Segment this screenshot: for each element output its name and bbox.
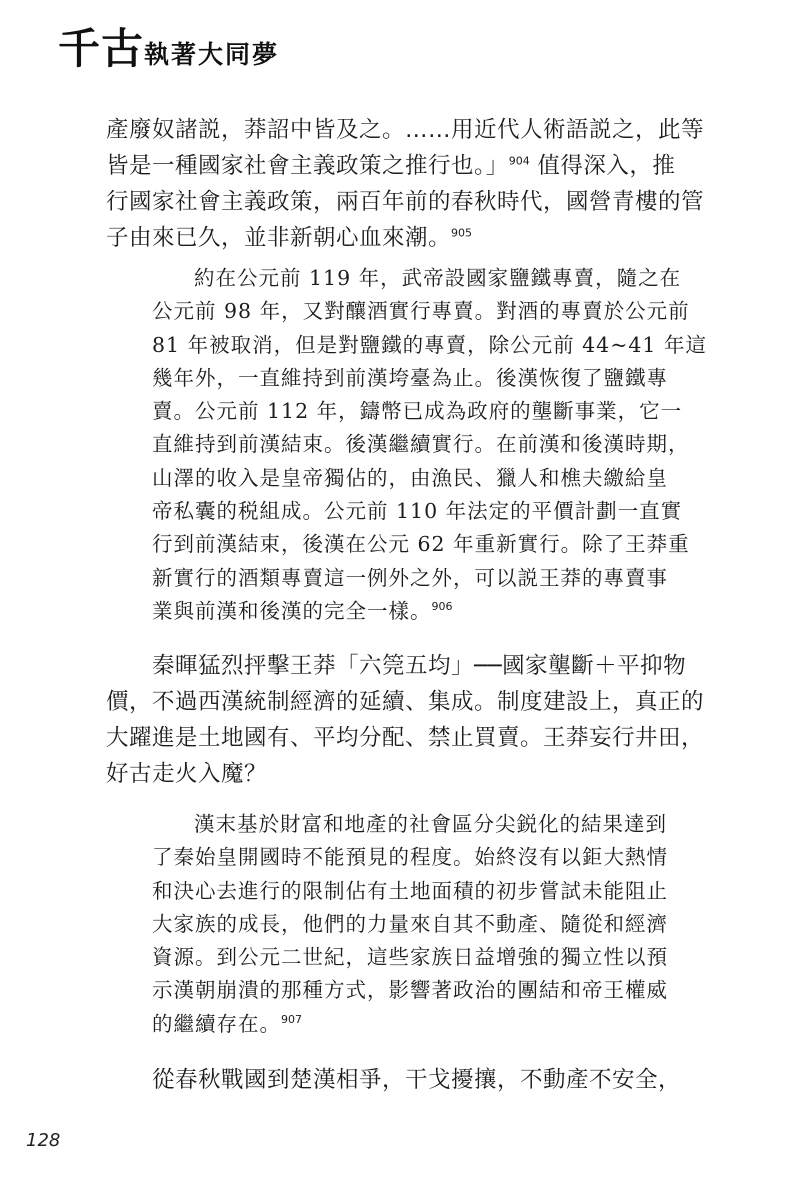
body-paragraph-2 bbox=[106, 648, 705, 792]
text-line: 大家族的成長，他們的力量來自其不動產、隨從和經濟 bbox=[152, 911, 668, 936]
text-line: 大躍進是土地國有、平均分配、禁止買賣。王莽妄行井田， bbox=[106, 725, 705, 751]
text-line bbox=[106, 1062, 686, 1098]
text-line: 產廢奴諸説，莽詔中皆及之。……用近代人術語説之，此等 bbox=[106, 117, 705, 143]
text-line: 行國家社會主義政策，兩百年前的春秋時代，國營青樓的管 bbox=[106, 189, 705, 215]
footnote-marker: 905 bbox=[451, 226, 473, 240]
header-title-small: 執著大同夢 bbox=[144, 40, 280, 69]
text-line: 新實行的酒類專賣這一例外之外，可以説王莽的專賣事 bbox=[152, 565, 668, 590]
text-line bbox=[152, 1008, 674, 1041]
block-quote-1 bbox=[152, 262, 707, 628]
text-segment: 的繼續存在。 bbox=[152, 1011, 281, 1036]
text-segment: 漢末基於財富和地產的社會區分尖鋭化的結果達到 bbox=[194, 812, 667, 836]
text-line: 81 年被取消，但是對鹽鐵的專賣，除公元前 44~41 年這 bbox=[152, 332, 707, 357]
text-line: 賣。公元前 112 年，鑄幣已成為政府的壟斷事業，它一 bbox=[152, 399, 683, 424]
text-line bbox=[152, 808, 674, 841]
body-paragraph-1 bbox=[106, 112, 705, 256]
header-title-large: 千古 bbox=[58, 24, 145, 73]
footnote-marker: 906 bbox=[431, 600, 453, 614]
text-line: 行到前漢結束，後漢在公元 62 年重新實行。除了王莽重 bbox=[152, 532, 690, 557]
text-line bbox=[106, 648, 686, 684]
text-line: 帝私囊的税組成。公元前 110 年法定的平價計劃一直實 bbox=[152, 499, 683, 524]
text-segment: 秦暉猛烈抨擊王莽「六筦五均」──國家壟斷＋平抑物 bbox=[152, 653, 687, 679]
text-line: 公元前 98 年，又對釀酒實行專賣。對酒的專賣於公元前 bbox=[152, 299, 690, 324]
text-line: 幾年外，一直維持到前漢垮臺為止。後漢恢復了鹽鐵專 bbox=[152, 365, 668, 390]
text-line bbox=[152, 262, 682, 295]
text-line: 和決心去進行的限制佔有土地面積的初步嘗試未能阻止 bbox=[152, 878, 668, 903]
page-number: 128 bbox=[26, 1130, 61, 1151]
text-line: 山澤的收入是皇帝獨佔的，由漁民、獵人和樵夫繳給皇 bbox=[152, 465, 668, 490]
text-line: 直維持到前漢結束。後漢繼續實行。在前漢和後漢時期， bbox=[152, 432, 690, 457]
text-segment: 從春秋戰國到楚漢相爭，干戈擾攘，不動產不安全， bbox=[152, 1067, 682, 1093]
text-segment: 業與前漢和後漢的完全一樣。 bbox=[152, 598, 432, 623]
text-line: 示漢朝崩潰的那種方式，影響著政治的團結和帝王權威 bbox=[152, 978, 668, 1003]
text-line: 資源。到公元二世紀，這些家族日益增強的獨立性以預 bbox=[152, 945, 668, 970]
running-header bbox=[58, 24, 280, 73]
footnote-marker: 907 bbox=[281, 1012, 302, 1026]
text-line: 價，不過西漢統制經濟的延續、集成。制度建設上，真正的 bbox=[106, 689, 705, 715]
text-segment: 值得深入，推 bbox=[529, 153, 676, 179]
block-quote-2 bbox=[152, 808, 674, 1041]
text-line: 了秦始皇開國時不能預見的程度。始終沒有以鉅大熱情 bbox=[152, 845, 668, 870]
body-paragraph-3 bbox=[106, 1062, 686, 1098]
text-line bbox=[106, 148, 686, 184]
text-segment: 約在公元前 119 年，武帝設國家鹽鐵專賣，隨之在 bbox=[194, 266, 682, 290]
footnote-marker: 904 bbox=[508, 154, 530, 168]
text-line bbox=[152, 595, 674, 628]
text-segment: 皆是一種國家社會主義政策之推行也。」 bbox=[106, 153, 509, 179]
text-line bbox=[106, 220, 686, 256]
text-segment: 子由來已久，並非新朝心血來潮。 bbox=[106, 225, 452, 251]
text-line: 好古走火入魔？ bbox=[106, 761, 268, 787]
